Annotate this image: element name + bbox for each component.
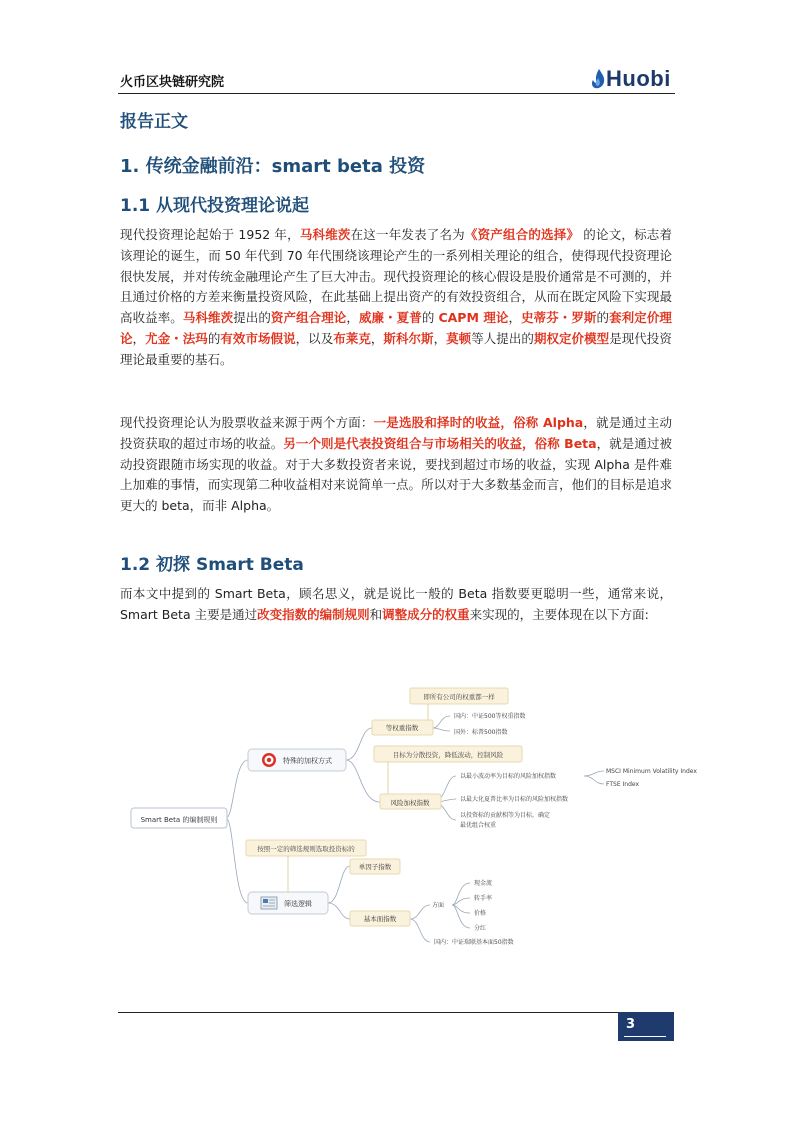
chapter-heading: 1. 传统金融前沿：smart beta 投资 [120, 156, 426, 177]
text-run: ，就是通过被动投资跟随市场实现的收益。对于大多数投资者来说，要找到超过市场的收益，实现 Alpha 是件难上加难的事情，而实现第二种收益相对来说简单一点。所以对于大多数基金而言，他们的目标是追求更大的 beta，而非 Alpha。 [120, 435, 672, 514]
highlight-term: 资产组合理论 [270, 310, 347, 326]
highlight-term: 马科维茨 [182, 310, 234, 326]
text-run: ， [346, 310, 359, 326]
paragraph-modern-theory [120, 225, 672, 371]
text-run: 和 [369, 606, 383, 622]
highlight-term: 马科维茨 [299, 227, 351, 242]
flame-icon [590, 68, 606, 90]
mindmap-risk-parity-1: 以投资标的贡献相等为目标，确定 [460, 812, 551, 819]
header-org-name: 火币区块链研究院 [120, 75, 225, 90]
text-run: ，以及 [295, 330, 334, 346]
mindmap-eq-us: 国外：标普500指数 [454, 729, 508, 736]
text-run: 现代投资理论认为股票收益来源于两个方面： [120, 415, 374, 430]
mindmap-single-factor: 单因子指数 [358, 863, 392, 871]
highlight-term: 莫顿 [446, 330, 472, 346]
mindmap-select-note: 按照一定的筛选规则选取投资标的 [257, 845, 355, 853]
mindmap-aspect: 方面 [432, 902, 445, 909]
page-number-underline [624, 1036, 666, 1037]
text-run: ， [132, 330, 146, 346]
highlight-term: 斯科尔斯 [383, 330, 434, 346]
text-run: ， [433, 330, 447, 346]
mindmap-risk-note: 目标为分散投资，降低波动，控制风险 [392, 751, 504, 759]
mindmap-branch-weighting: 特殊的加权方式 [283, 757, 332, 765]
text-run: 现代投资理论起始于 1952 年， [120, 227, 300, 242]
text-run: 提出的 [233, 310, 271, 326]
mindmap-msci-index: MSCI Minimum Volatility Index [606, 768, 697, 775]
mindmap-risk-min-vol: 以最小波动率为目标的风险加权指数 [460, 773, 557, 780]
highlight-term: 改变指数的编制规则 [257, 606, 370, 622]
mindmap-branch-selection: 筛选逻辑 [284, 900, 312, 908]
text-run: 是现代投资理论最重要的基石。 [120, 330, 672, 367]
text-run: 的 [421, 310, 439, 326]
text-run: 的 [596, 310, 610, 326]
smart-beta-mindmap [128, 684, 718, 954]
paragraph-smart-beta [120, 584, 672, 626]
text-run: 的 [207, 330, 221, 346]
logo-text: Huobi [606, 66, 671, 91]
mindmap-dividend: 分红 [474, 925, 487, 932]
highlight-term: 布莱克 [333, 330, 371, 346]
text-run: 等人提出的 [471, 330, 534, 346]
footer-divider [118, 1012, 622, 1013]
text-run: 在这一年发表了名为 [350, 227, 465, 242]
text-run: ， [508, 310, 522, 326]
huobi-logo [590, 66, 671, 92]
highlight-term: 尤金・法玛 [145, 330, 208, 346]
mindmap-risk-parity-2: 最优组合权重 [460, 822, 497, 829]
document-icon [261, 897, 277, 909]
mindmap-fundamental: 基本面指数 [363, 915, 397, 923]
mindmap-ftse-index: FTSE Index [606, 781, 640, 788]
subsection-1-1-heading: 1.1 从现代投资理论说起 [120, 196, 310, 216]
mindmap-fundamental-cn: 国内：中证瑞联基本面50指数 [434, 939, 514, 946]
highlight-term: 套利定价理论 [120, 310, 672, 346]
highlight-term: 《资产组合的选择》 [464, 227, 580, 242]
mindmap-eq-index: 等权重指数 [385, 724, 419, 732]
mindmap-eq-cn: 国内：中证500等权重指数 [454, 713, 526, 720]
text-run: ，就是通过主动投资获取的超过市场的收益。 [120, 415, 672, 451]
text-run: 来实现的，主要体现在以下方面: [469, 606, 649, 622]
text-run: ， [370, 330, 384, 346]
highlight-term: CAPM 理论 [438, 310, 509, 326]
text-run: 的论文，标志着该理论的诞生，而 50 年代到 70 年代围绕该理论产生的一系列相关理论的组合，使得现代投资理论很快发展，并对传统金融理论产生了巨大冲击。现代投资理论的核心假设是股价通常是不可测的，并且通过价格的方差来衡量投资风险，在此基础上提出资产的有效投资组合，从而在既定风险下实现最高收益率。 [120, 227, 672, 326]
highlight-term: 有效市场假说 [220, 330, 296, 346]
highlight-term: 期权定价模型 [533, 330, 610, 346]
mindmap-turnover: 转手率 [474, 895, 493, 902]
mindmap-root: Smart Beta 的编制规则 [140, 816, 218, 824]
mindmap-risk-sharpe: 以最大化夏普比率为目标的风险加权指数 [460, 796, 569, 803]
subsection-1-2-heading: 1.2 初探 Smart Beta [120, 555, 304, 575]
mindmap-eq-note: 即所有公司的权重都一样 [423, 693, 495, 701]
paragraph-alpha-beta [120, 413, 672, 517]
header-divider [118, 93, 675, 94]
text-run: 而本文中提到的 Smart Beta，顾名思义，就是说比一般的 Beta 指数要更聪明一些，通常来说，Smart Beta 主要是通过 [120, 586, 672, 622]
highlight-term: 威廉・夏普 [358, 310, 422, 326]
page-number: 3 [626, 1017, 636, 1032]
highlight-term: 另一个则是代表投资组合与市场相关的收益，俗称 Beta [283, 435, 597, 451]
section-title: 报告正文 [120, 112, 188, 132]
highlight-term: 史蒂芬・罗斯 [521, 310, 597, 326]
highlight-term: 调整成分的权重 [382, 606, 470, 622]
mindmap-price: 价格 [474, 910, 487, 917]
mindmap-cash-flow: 现金流 [474, 880, 493, 887]
mindmap-risk-index: 风险加权指数 [390, 799, 430, 807]
target-icon [262, 753, 276, 767]
highlight-term: 一是选股和择时的收益，俗称 Alpha [373, 415, 584, 430]
